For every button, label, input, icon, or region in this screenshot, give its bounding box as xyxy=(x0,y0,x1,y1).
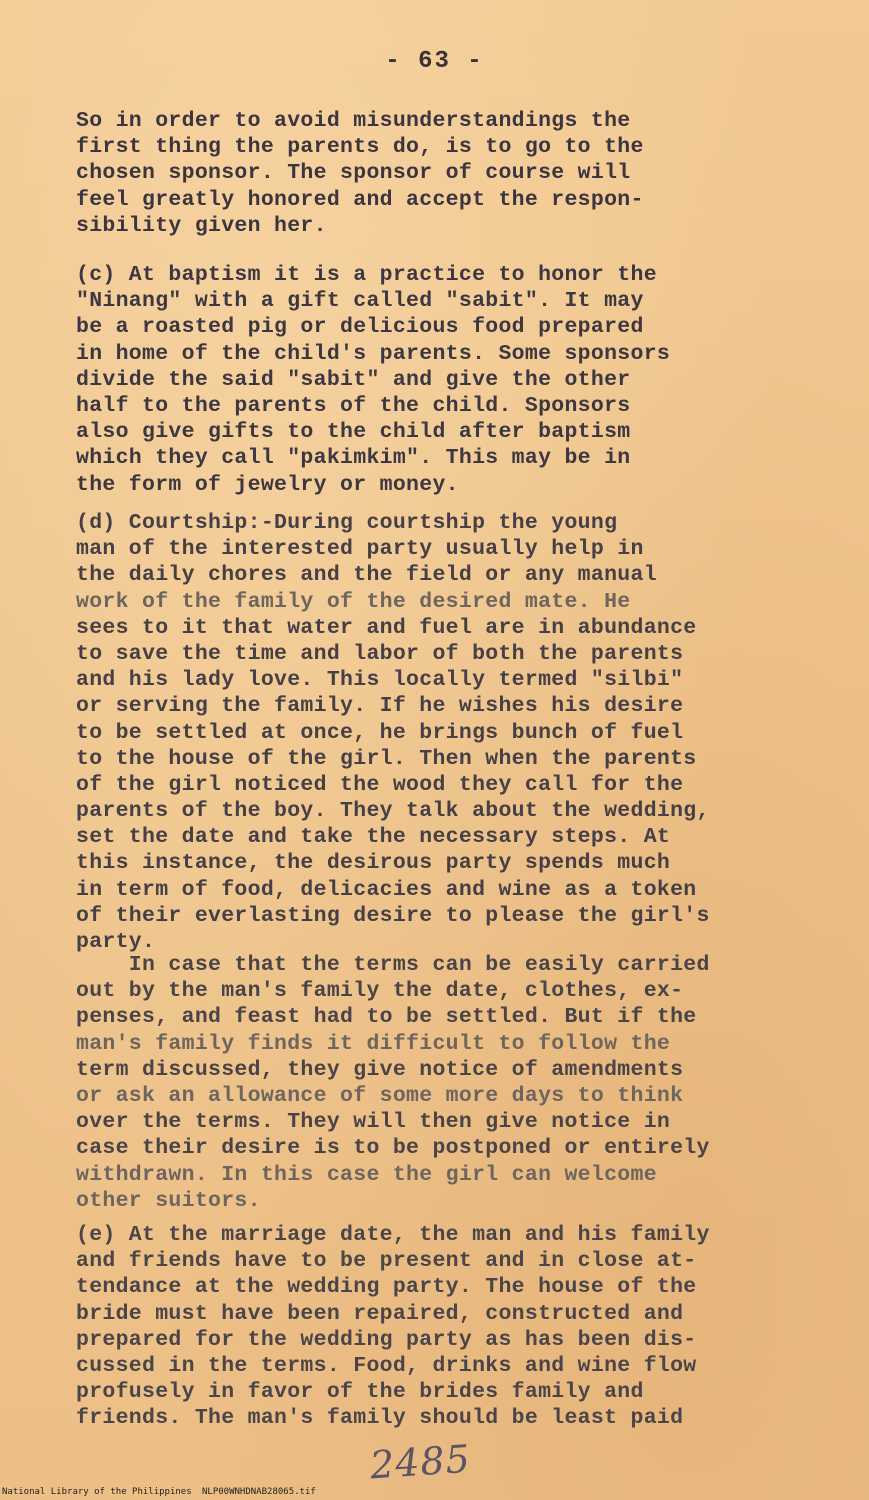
text-line: party. xyxy=(76,930,156,954)
text-line: of the girl noticed the wood they call for the xyxy=(76,772,684,797)
text-line: chosen sponsor. The sponsor of course will xyxy=(76,161,631,186)
text-line: over the terms. They will then give notice in xyxy=(76,1110,671,1135)
text-line: this instance, the desirous party spends much xyxy=(76,851,671,876)
paragraph-baptism xyxy=(76,262,836,498)
text-line: the daily chores and the field or any manual xyxy=(76,563,657,588)
text-line: in term of food, delicacies and wine as a token xyxy=(76,877,697,902)
text-line: In case that the terms can be easily carried xyxy=(76,953,710,977)
text-line: sees to it that water and fuel are in abundance xyxy=(76,615,697,640)
text-line: and his lady love. This locally termed "silbi" xyxy=(76,668,684,693)
text-line: (c) At baptism it is a practice to honor the xyxy=(76,263,657,287)
text-line: withdrawn. In this case the girl can welcome xyxy=(76,1162,657,1187)
text-line: which they call "pakimkim". This may be in xyxy=(76,446,631,471)
text-line: of their everlasting desire to please the girl's xyxy=(76,903,710,928)
text-line: or serving the family. If he wishes his desire xyxy=(76,694,684,719)
text-line: bride must have been repaired, constructed and xyxy=(76,1301,684,1326)
footer-filename: NLP00WNHDNAB28065.tif xyxy=(202,1487,316,1497)
text-line: case their desire is to be postponed or entirely xyxy=(76,1136,710,1161)
paragraph-terms xyxy=(76,952,836,1214)
text-line: profusely in favor of the brides family and xyxy=(76,1380,644,1405)
paragraph-marriage xyxy=(76,1222,836,1432)
text-line: half to the parents of the child. Sponsors xyxy=(76,393,631,418)
text-line: to save the time and labor of both the parents xyxy=(76,641,684,666)
text-line: cussed in the terms. Food, drinks and wine flow xyxy=(76,1353,697,1378)
text-line: (e) At the marriage date, the man and his family xyxy=(76,1223,710,1247)
text-line: or ask an allowance of some more days to think xyxy=(76,1083,684,1108)
text-line: out by the man's family the date, clothes, ex- xyxy=(76,979,684,1004)
text-line: first thing the parents do, is to go to the xyxy=(76,135,644,160)
text-line: parents of the boy. They talk about the wedding, xyxy=(76,799,710,824)
text-line: term discussed, they give notice of amendments xyxy=(76,1057,684,1082)
handwritten-page-number: 2485 xyxy=(368,1436,473,1488)
text-line: prepared for the wedding party as has been dis- xyxy=(76,1327,697,1352)
page-number: - 63 - xyxy=(385,48,484,75)
text-line: be a roasted pig or delicious food prepared xyxy=(76,315,644,340)
text-line: to the house of the girl. Then when the parents xyxy=(76,746,697,771)
text-line: (d) Courtship:-During courtship the young xyxy=(76,511,618,535)
text-line: man's family finds it difficult to follow the xyxy=(76,1031,671,1056)
paragraph-sponsor-intro xyxy=(76,108,836,239)
text-line: So in order to avoid misunderstandings the xyxy=(76,109,631,133)
footer-library-name: National Library of the Philippines xyxy=(2,1487,192,1497)
text-line: divide the said "sabit" and give the other xyxy=(76,367,631,392)
text-line: to be settled at once, he brings bunch of fuel xyxy=(76,720,684,745)
text-line: friends. The man's family should be least paid xyxy=(76,1406,684,1431)
text-line: sibility given her. xyxy=(76,213,327,238)
text-line: feel greatly honored and accept the respon- xyxy=(76,187,644,212)
paragraph-courtship xyxy=(76,510,836,955)
text-line: "Ninang" with a gift called "sabit". It may xyxy=(76,289,644,314)
text-line: and friends have to be present and in close at- xyxy=(76,1249,697,1274)
text-line: work of the family of the desired mate. He xyxy=(76,589,631,614)
text-line: set the date and take the necessary steps. At xyxy=(76,825,671,850)
text-line: the form of jewelry or money. xyxy=(76,472,459,497)
text-line: other suitors. xyxy=(76,1188,261,1213)
text-line: penses, and feast had to be settled. But if the xyxy=(76,1005,697,1030)
text-line: also give gifts to the child after baptism xyxy=(76,420,631,445)
text-line: man of the interested party usually help in xyxy=(76,537,644,562)
text-line: in home of the child's parents. Some sponsors xyxy=(76,341,671,366)
text-line: tendance at the wedding party. The house of the xyxy=(76,1275,697,1300)
